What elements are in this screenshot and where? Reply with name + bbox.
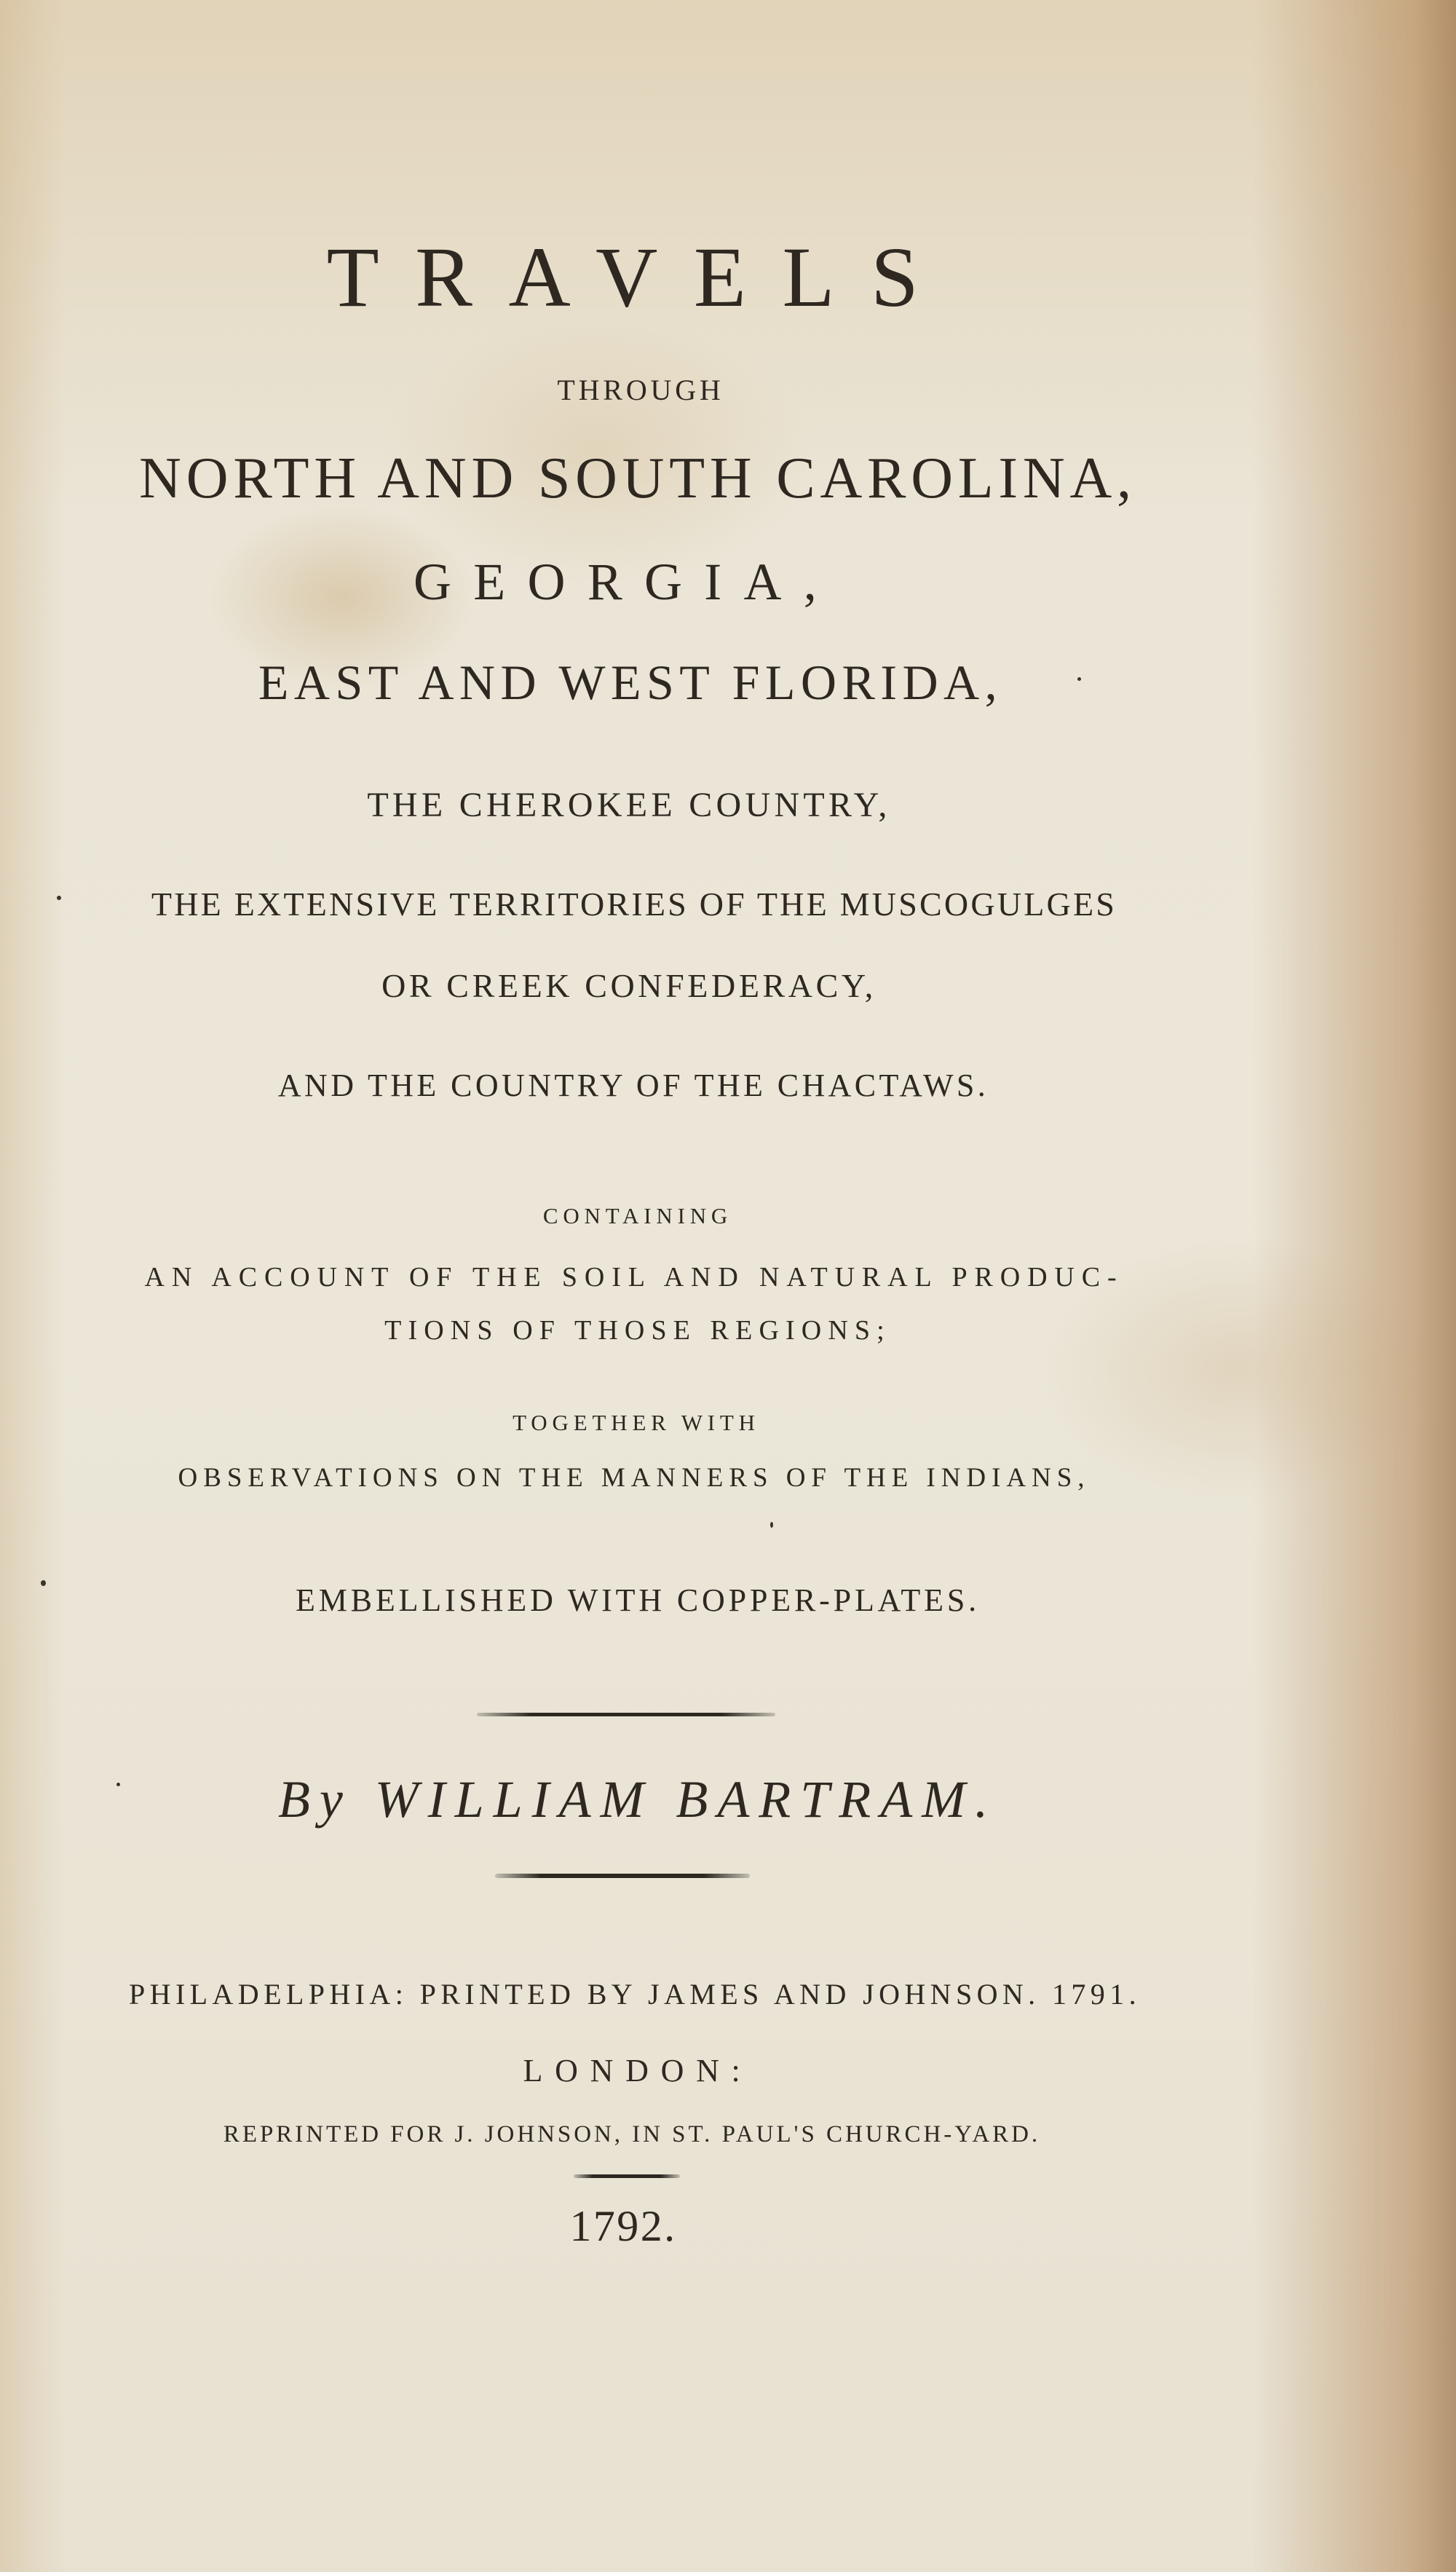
subtitle-florida: EAST AND WEST FLORIDA, [258,655,1003,710]
subtitle-georgia: GEORGIA, [414,553,839,611]
imprint-london: LONDON: [523,2053,753,2088]
divider-rule-short [574,2174,680,2178]
contents-account: AN ACCOUNT OF THE SOIL AND NATURAL PRODUC- [144,1262,1124,1293]
subtitle-muscogulges: THE EXTENSIVE TERRITORIES OF THE MUSCOGULGES [151,885,1117,923]
subtitle-through: THROUGH [557,374,724,406]
together-with-label: TOGETHER WITH [513,1410,760,1435]
contents-tions: TIONS OF THOSE REGIONS; [384,1315,891,1346]
contents-embellished: EMBELLISHED WITH COPPER-PLATES. [295,1582,981,1618]
subtitle-creek: OR CREEK CONFEDERACY, [381,967,877,1004]
divider-rule-bottom [495,1874,750,1878]
imprint-reprinted: REPRINTED FOR J. JOHNSON, IN ST. PAUL'S CHURCH-YARD. [223,2121,1041,2147]
subtitle-carolina: NORTH AND SOUTH CAROLINA, [139,446,1136,510]
book-title: TRAVELS [326,229,955,325]
subtitle-cherokee: THE CHEROKEE COUNTRY, [367,786,891,824]
ink-speck [57,896,61,900]
publication-year: 1792. [569,2202,677,2250]
containing-label: CONTAINING [542,1203,733,1228]
imprint-philadelphia: PHILADELPHIA: PRINTED BY JAMES AND JOHNSON. 1791. [129,1978,1141,2011]
subtitle-chactaws: AND THE COUNTRY OF THE CHACTAWS. [277,1068,989,1103]
ink-speck [770,1522,773,1528]
contents-observations: OBSERVATIONS ON THE MANNERS OF THE INDIANS, [178,1463,1091,1493]
divider-rule-top [477,1713,775,1716]
ink-speck [1077,677,1081,681]
ink-speck [41,1580,46,1586]
ink-speck [116,1783,120,1786]
author-line: By WILLIAM BARTRAM. [277,1770,998,1829]
